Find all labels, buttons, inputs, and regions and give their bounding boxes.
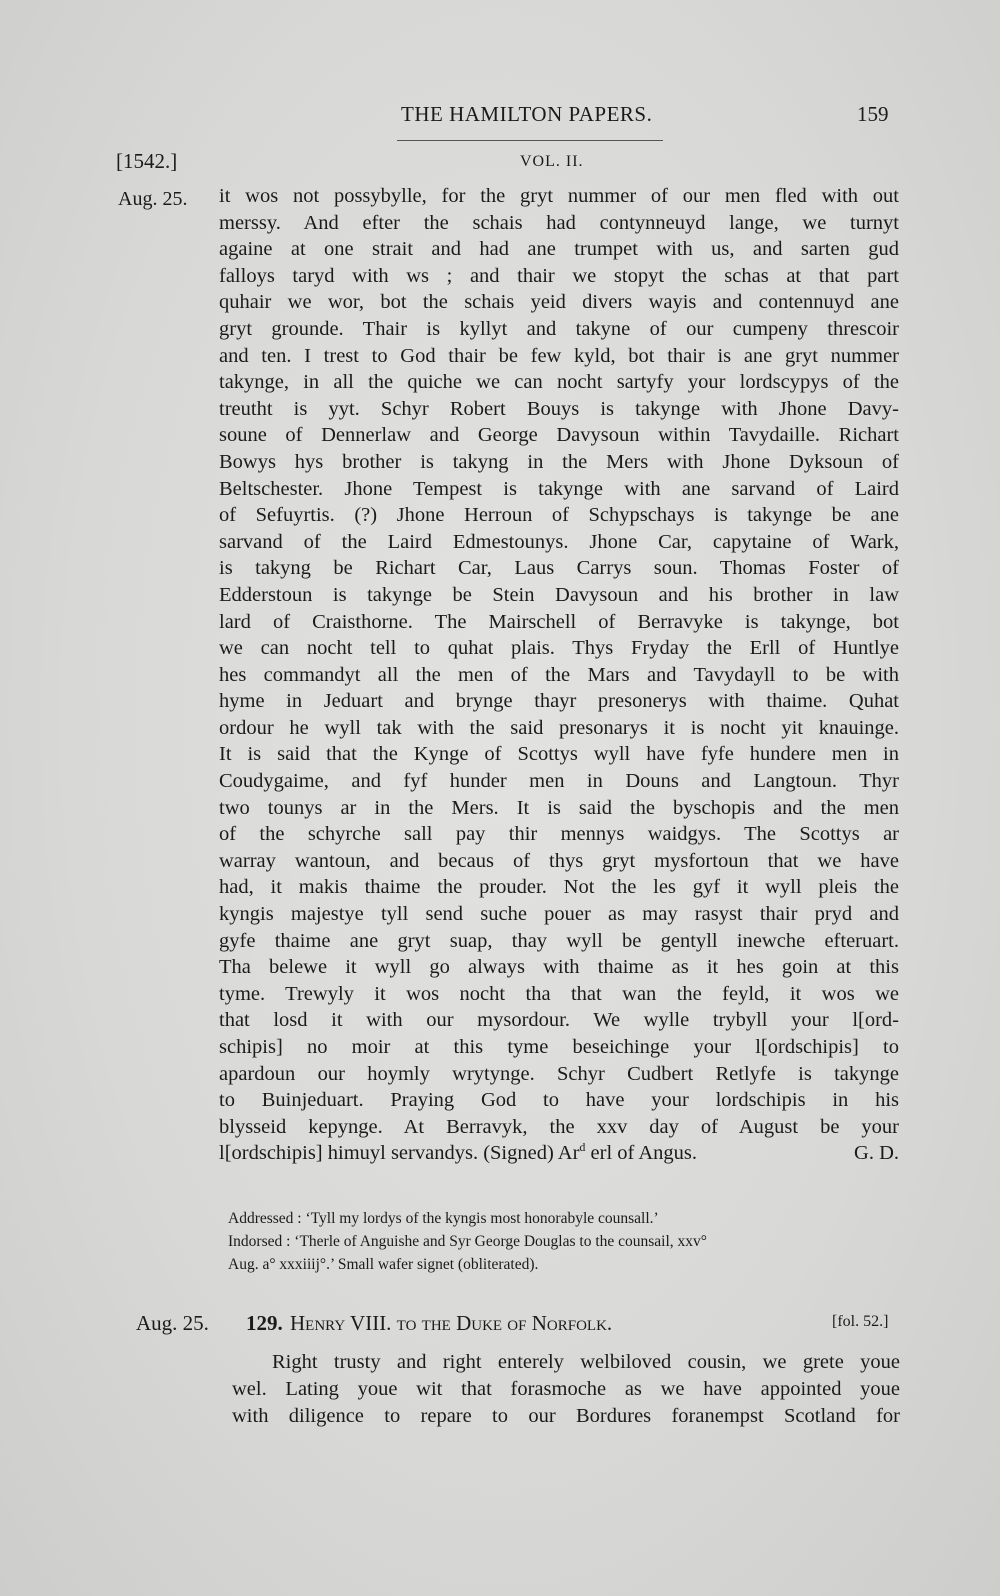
text-line: that losd it with our mysordour. We wylle trybyll your l[ord- bbox=[219, 1009, 899, 1032]
text-line: had, it makis thaime the prouder. Not the les gyf it wyll pleis the bbox=[219, 876, 899, 899]
text-line: It is said that the Kynge of Scottys wyll have fyfe hundere men in bbox=[219, 743, 899, 766]
note-addressed: Addressed : ‘Tyll my lordys of the kyngis most honorabyle counsall.’ bbox=[228, 1210, 659, 1227]
text-line: Beltschester. Jhone Tempest is takynge with ane sarvand of Laird bbox=[219, 477, 899, 500]
folio-reference: [fol. 52.] bbox=[832, 1313, 889, 1330]
note-indorsed: Indorsed : ‘Therle of Anguishe and Syr George Douglas to the counsail, xxv° bbox=[228, 1233, 707, 1250]
text-line: tyme. Trewyly it wos nocht tha that wan the feyld, it wos we bbox=[219, 982, 899, 1005]
closing-text-end: erl of Angus. bbox=[585, 1142, 698, 1165]
text-line: gryt grounde. Thair is kyllyt and takyne of our cumpeny threscoir bbox=[219, 317, 899, 340]
text-line: of the schyrche sall pay thir mennys waidgys. The Scottys ar bbox=[219, 823, 899, 846]
volume-label: VOL. II. bbox=[520, 153, 584, 170]
text-line: with diligence to repare to our Bordures foranempst Scotland for bbox=[232, 1404, 900, 1427]
text-line: of Sefuyrtis. (?) Jhone Herroun of Schypschays is takynge be ane bbox=[219, 504, 899, 527]
text-line: blysseid kepynge. At Berravyk, the xxv day of August be your bbox=[219, 1115, 899, 1138]
text-line: is takyng be Richart Car, Laus Carrys soun. Thomas Foster of bbox=[219, 557, 899, 580]
entry-129-heading: Henry VIII. to the Duke of Norfolk. bbox=[290, 1311, 613, 1335]
text-line: apardoun our hoymly wrytynge. Schyr Cudbert Retlyfe is takynge bbox=[219, 1062, 899, 1085]
text-line: falloys taryd with ws ; and thair we stopyt the schas at that part bbox=[219, 264, 899, 287]
text-line: hes commandyt all the men of the Mars and Tavydayll to be with bbox=[219, 663, 899, 686]
text-line: schipis] no moir at this tyme beseichinge your l[ordschipis] to bbox=[219, 1036, 899, 1058]
text-line: quhair we wor, bot the schais yeid divers wayis and contennuyd ane bbox=[219, 291, 899, 314]
running-title: THE HAMILTON PAPERS. bbox=[401, 102, 653, 126]
endorsement-notes bbox=[228, 1207, 900, 1276]
text-line: againe at one strait and had ane trumpet with us, and sarten gud bbox=[219, 238, 899, 261]
note-seal: Aug. a° xxxiiij°.’ Small wafer signet (obliterated). bbox=[228, 1256, 539, 1273]
text-line: we can nocht tell to quhat plais. Thys Fryday the Erll of Huntlye bbox=[219, 637, 899, 660]
text-line: soune of Dennerlaw and George Davysoun within Tavydaille. Richart bbox=[219, 424, 899, 447]
header-rule bbox=[397, 140, 663, 141]
text-line: sarvand of the Laird Edmestounys. Jhone Car, capytaine of Wark, bbox=[219, 530, 899, 553]
text-line: treutht is yyt. Schyr Robert Bouys is takynge with Jhone Davy- bbox=[219, 397, 899, 420]
superscript-d: d bbox=[579, 1140, 586, 1155]
text-line: Tha belewe it wyll go always with thaime as it hes goin at this bbox=[219, 956, 899, 979]
text-line: gyfe thaime ane gryt suap, thay wyll be gentyll inewche efteruart. bbox=[219, 929, 899, 952]
text-line: two tounys ar in the Mers. It is said the byschopis and the men bbox=[219, 796, 899, 819]
entry-128-date: Aug. 25. bbox=[118, 188, 188, 210]
entry-128-body bbox=[219, 183, 899, 1167]
text-line: Edderstoun is takynge be Stein Davysoun and his brother in law bbox=[219, 583, 899, 606]
text-line: Bowys hys brother is takyng in the Mers with Jhone Dyksoun of bbox=[219, 450, 899, 473]
text-line: takynge, in all the quiche we can nocht sartyfy your lordscypys of the bbox=[219, 371, 899, 394]
signature-initials: G. D. bbox=[854, 1142, 899, 1165]
text-line: lard of Craisthorne. The Mairschell of Berravyke is takynge, bot bbox=[219, 610, 899, 633]
page-number: 159 bbox=[857, 102, 889, 126]
entry-129-date: Aug. 25. bbox=[136, 1311, 209, 1335]
text-line: ordour he wyll tak with the said presonarys it is nocht yit knauinge. bbox=[219, 716, 899, 739]
closing-text: l[ordschipis] himuyl servandys. (Signed) Ar bbox=[219, 1142, 580, 1165]
text-line: wel. Lating youe wit that forasmoche as we have appointed youe bbox=[232, 1377, 900, 1400]
year-bracket: [1542.] bbox=[116, 149, 178, 173]
text-line: merssy. And efter the schais had contynneuyd lange, we turnyt bbox=[219, 211, 899, 234]
closing-line bbox=[219, 1140, 899, 1167]
text-line: warray wantoun, and becaus of thys gryt mysfortoun that we have bbox=[219, 849, 899, 872]
text-line: Coudygaime, and fyf hunder men in Douns and Langtoun. Thyr bbox=[219, 770, 899, 793]
text-line: and ten. I trest to God thair be few kyld, bot thair is ane gryt nummer bbox=[219, 344, 899, 367]
entry-129-number: 129. bbox=[246, 1311, 283, 1335]
entry-129-body bbox=[232, 1349, 900, 1429]
text-line: Right trusty and right enterely welbiloved cousin, we grete youe bbox=[272, 1351, 900, 1373]
text-line: to Buinjeduart. Praying God to have your lordschipis in his bbox=[219, 1089, 899, 1112]
text-line: kyngis majestye tyll send suche pouer as may rasyst thair pryd and bbox=[219, 903, 899, 926]
text-line: hyme in Jeduart and brynge thayr presonerys with thaime. Quhat bbox=[219, 690, 899, 713]
text-line: it wos not possybylle, for the gryt nummer of our men fled with out bbox=[219, 185, 899, 207]
